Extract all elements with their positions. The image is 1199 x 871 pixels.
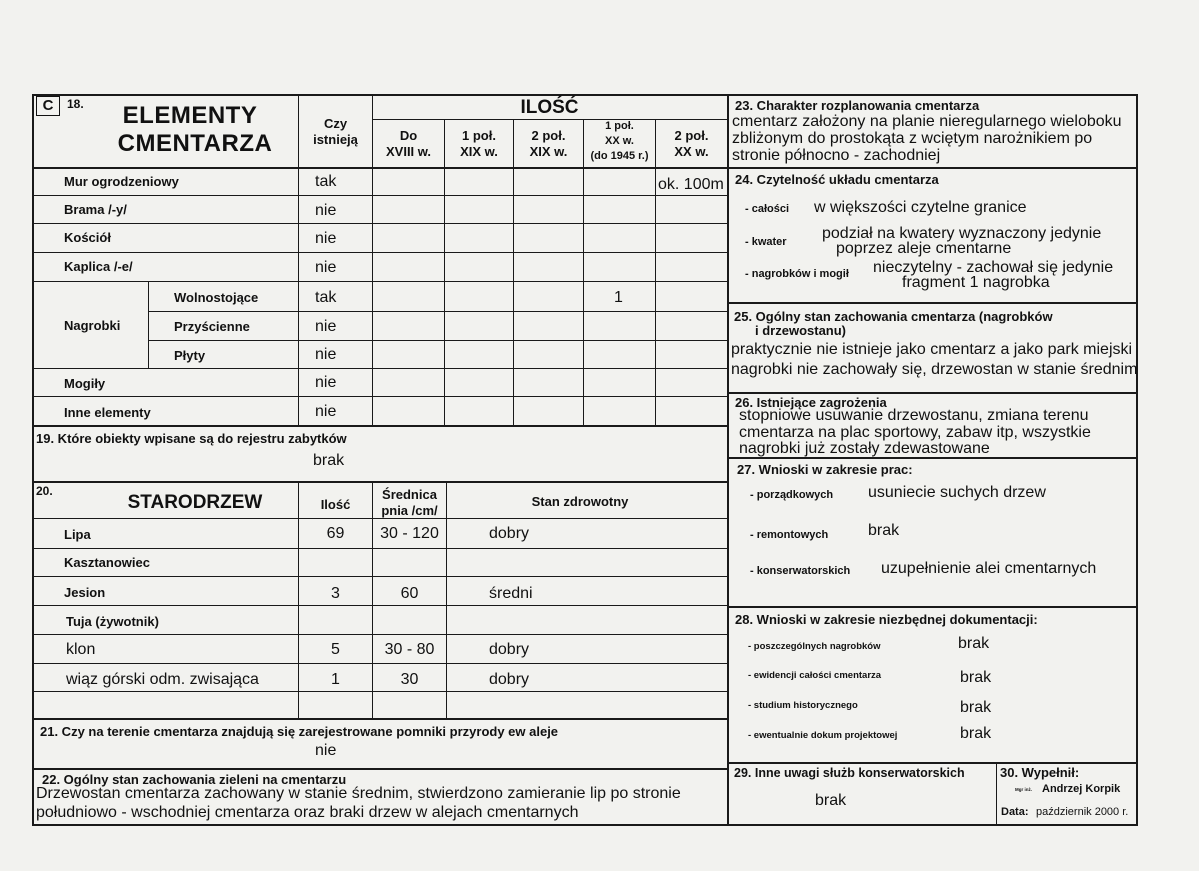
section-23-label: 23. Charakter rozplanowania cmentarza [735, 98, 980, 113]
section-23-line2: zbliżonym do prostokąta z wciętym narożnikiem po [732, 130, 1093, 147]
row-exists: nie [315, 374, 337, 391]
section-20-number: 20. [36, 484, 53, 498]
porz-label: - porządkowych [750, 489, 834, 501]
tree-count: 3 [331, 585, 340, 602]
section-22-label: 22. Ogólny stan zachowania zieleni na cmentarzu [42, 772, 347, 787]
section-26-line1: stopniowe usuwanie drzewostanu, zmiana terenu [739, 407, 1089, 424]
section-19-value: brak [313, 452, 345, 469]
tree-count: 5 [331, 641, 340, 658]
tree-health: dobry [489, 641, 530, 658]
section-21-label: 21. Czy na terenie cmentarza znajdują się zarejestrowane pomniki przyrody ew aleje [40, 724, 559, 739]
calosci-value: w większości czytelne granice [814, 199, 1027, 216]
section-25-line1: praktycznie nie istnieje jako cmentarz a jako park miejski [731, 341, 1133, 358]
row-p4-value: 1 [614, 289, 623, 306]
section-25-label-line2: i drzewostanu) [755, 323, 847, 338]
row-label: Przyścienne [174, 319, 250, 334]
row-exists: nie [315, 403, 337, 420]
section-title-line2: CMENTARZA [117, 130, 273, 157]
kwater-line1: podział na kwatery wyznaczony jedynie [822, 225, 1102, 242]
col-exists-line1: Czy [323, 116, 348, 131]
tree-health: dobry [489, 525, 530, 542]
doc-item-label: - ewentualnie dokum projektowej [748, 730, 898, 741]
tree-diam: 30 - 120 [380, 525, 439, 542]
kons-value: uzupełnienie alei cmentarnych [881, 560, 1097, 577]
col-diam-line2: pnia /cm/ [381, 503, 438, 518]
calosci-label: - całości [745, 203, 790, 215]
doc-item-value: brak [960, 699, 992, 716]
section-27-label: 27. Wnioski w zakresie prac: [737, 462, 913, 477]
section-26-line2: cmentarza na plac sportowy, zabaw itp, wszystkie [739, 424, 1091, 441]
section-25-line2: nagrobki nie zachowały się, drzewostan w stanie średnim [731, 361, 1138, 378]
period-5-line2: XX w. [674, 144, 709, 159]
row-exists: nie [315, 318, 337, 335]
period-3-line1: 2 poł. [531, 128, 566, 143]
kwater-label: - kwater [745, 236, 787, 248]
doc-item-label: - ewidencji całości cmentarza [748, 670, 882, 681]
section-30-label: 30. Wypełnił: [1000, 765, 1080, 780]
section-19-label: 19. Które obiekty wpisane są do rejestru zabytków [36, 431, 347, 446]
section-29-label: 29. Inne uwagi służb konserwatorskich [734, 766, 965, 780]
row-label: Brama /-y/ [64, 202, 127, 217]
tree-name: Lipa [64, 527, 91, 542]
porz-value: usuniecie suchych drzew [868, 484, 1046, 501]
nagrobkow-line1: nieczytelny - zachował się jedynie [873, 259, 1114, 276]
section-title-line1: ELEMENTY [122, 102, 258, 129]
tree-name: Jesion [64, 585, 106, 600]
row-exists: tak [315, 173, 337, 190]
author-name: Andrzej Korpik [1042, 783, 1121, 795]
period-4-line1: 1 poł. [605, 120, 634, 132]
section-23-line3: stronie północno - zachodniej [732, 147, 941, 164]
row-exists: nie [315, 230, 337, 247]
nagrobkow-label: - nagrobków i mogił [745, 268, 849, 280]
row-label: Mur ogrodzeniowy [64, 174, 179, 189]
tree-count: 1 [331, 671, 340, 688]
section-28-label: 28. Wnioski w zakresie niezbędnej dokumentacji: [735, 612, 1038, 627]
period-4-line3: (do 1945 r.) [590, 150, 649, 162]
title-prefix: Mgr inż. [1015, 787, 1032, 792]
period-1-line2: XVIII w. [385, 144, 432, 159]
period-5-line1: 2 poł. [674, 128, 709, 143]
period-2-line2: XIX w. [460, 144, 498, 159]
tree-diam: 60 [400, 585, 419, 602]
row-label: Wolnostojące [174, 290, 259, 305]
kwater-line2: poprzez aleje cmentarne [836, 240, 1012, 257]
row-label: Kościół [64, 230, 111, 245]
col-exists-line2: istnieją [313, 132, 358, 147]
section-25-label-line1: 25. Ogólny stan zachowania cmentarza (nagrobków [734, 309, 1053, 324]
col-count: Ilość [320, 497, 351, 512]
tree-name: Kasztanowiec [64, 555, 150, 570]
rem-value: brak [868, 522, 900, 539]
row-exists: nie [315, 346, 337, 363]
row-exists: nie [315, 259, 337, 276]
section-23-line1: cmentarz założony na planie nieregularnego wieloboku [732, 113, 1122, 130]
row-p5-value: ok. 100m [658, 176, 724, 193]
section-29-value: brak [815, 792, 847, 809]
row-label: Kaplica /-e/ [64, 259, 133, 274]
nagrobki-label: Nagrobki [64, 318, 121, 333]
ilosc-header: ILOŚĆ [520, 97, 579, 118]
section-26-label: 26. Istniejące zagrożenia [735, 395, 887, 410]
doc-item-value: brak [960, 669, 992, 686]
tree-diam: 30 [400, 671, 419, 688]
section-24-label: 24. Czytelność układu cmentarza [735, 172, 939, 187]
row-label: Płyty [174, 348, 206, 363]
col-diam-line1: Średnica [382, 487, 437, 502]
section-20-title: STARODRZEW [127, 492, 263, 513]
tree-health: dobry [489, 671, 530, 688]
doc-item-label: - studium historycznego [748, 700, 858, 711]
section-26-line3: nagrobki już zostały zdewastowane [739, 440, 990, 457]
section-22-line1: Drzewostan cmentarza zachowany w stanie średnim, stwierdzono zamieranie lip po stronie [36, 785, 681, 802]
nagrobkow-line2: fragment 1 nagrobka [902, 274, 1050, 291]
tree-health: średni [489, 585, 533, 602]
section-22-line2: południowo - wschodniej cmentarza oraz braki drzew w alejach cmentarnych [36, 804, 579, 821]
row-label: Inne elementy [64, 405, 151, 420]
period-3-line2: XIX w. [529, 144, 568, 159]
tree-name: wiąz górski odm. zwisająca [66, 671, 259, 688]
kons-label: - konserwatorskich [750, 565, 851, 577]
period-4-line2: XX w. [605, 135, 634, 147]
tree-name: klon [66, 641, 96, 658]
tree-count: 69 [326, 525, 345, 542]
section-21-value: nie [315, 742, 337, 759]
tree-diam: 30 - 80 [384, 641, 435, 658]
period-2-line1: 1 poł. [462, 128, 496, 143]
tree-name: Tuja (żywotnik) [66, 614, 159, 629]
doc-item-label: - poszczególnych nagrobków [748, 641, 881, 652]
rem-label: - remontowych [750, 529, 829, 541]
doc-item-value: brak [960, 725, 992, 742]
date-label: Data: [1001, 806, 1029, 818]
c-box: C [36, 96, 60, 116]
period-1-line1: Do [399, 128, 418, 143]
date-value: październik 2000 r. [1036, 806, 1129, 818]
col-health: Stan zdrowotny [531, 494, 629, 509]
section-number: 18. [67, 97, 84, 111]
row-label: Mogiły [64, 376, 106, 391]
doc-item-value: brak [958, 635, 990, 652]
row-exists: nie [315, 202, 337, 219]
row-exists: tak [315, 289, 337, 306]
